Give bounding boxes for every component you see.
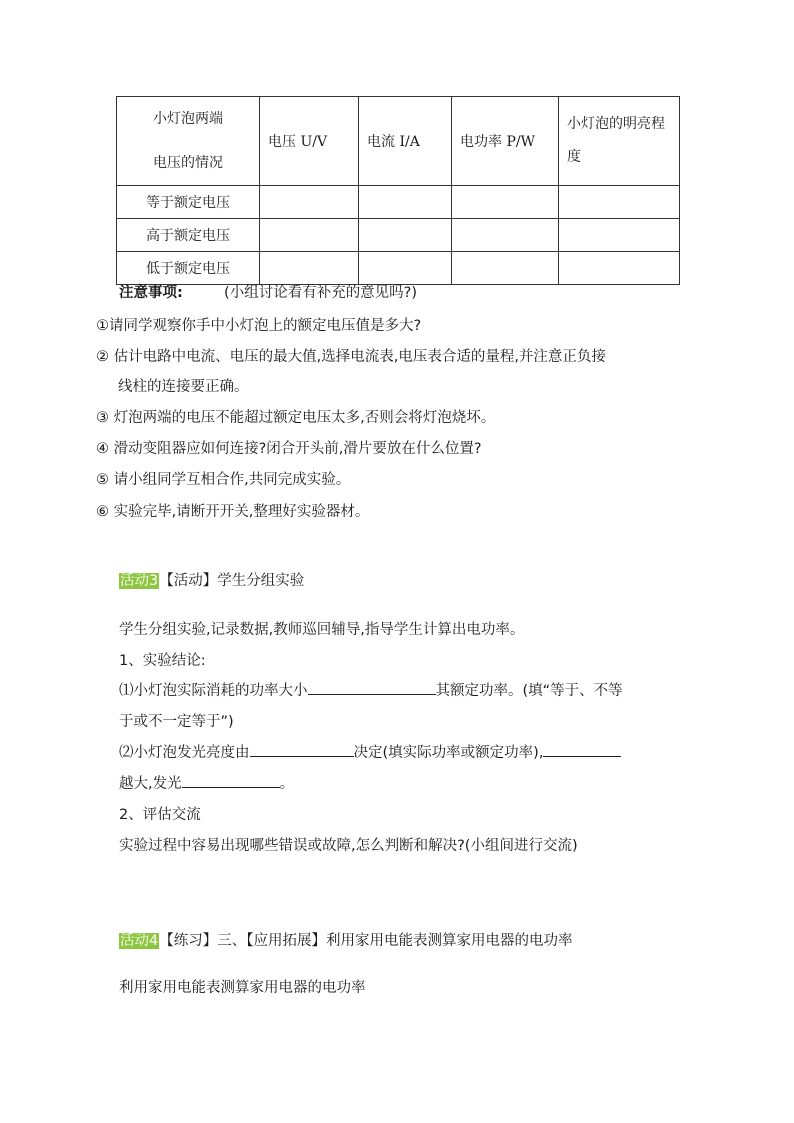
- activity-3-heading: [119, 569, 304, 590]
- table-cell: [260, 186, 359, 219]
- table-cell: [359, 219, 452, 252]
- note-item-1: ①请同学观察你手中小灯泡上的额定电压值是多大?: [96, 318, 422, 334]
- table-row: [117, 219, 680, 252]
- badge-number: 4: [149, 933, 159, 949]
- activity-3-title: 【活动】学生分组实验: [159, 573, 305, 589]
- note-item-3: ③ 灯泡两端的电压不能超过额定电压太多,否则会将灯泡烧坏。: [96, 410, 496, 426]
- table-cell: [452, 252, 559, 285]
- header-line: 电压的情况: [153, 155, 223, 171]
- question-2-cont-suffix: 。: [279, 776, 295, 792]
- row-label: 等于额定电压: [117, 186, 260, 219]
- evaluation-heading: 2、评估交流: [119, 807, 201, 823]
- header-current: 电流 I/A: [359, 97, 452, 186]
- row-label: 高于额定电压: [117, 219, 260, 252]
- header-brightness: 小灯泡的明亮程度: [559, 97, 680, 186]
- table-cell: [359, 252, 452, 285]
- question-2-middle: 决定(填实际功率或额定功率),: [353, 745, 544, 761]
- answer-blank-1[interactable]: [308, 679, 436, 695]
- header-line: 小灯泡两端: [153, 111, 223, 127]
- badge-text: 活动: [120, 933, 149, 949]
- answer-blank-4[interactable]: [182, 772, 280, 788]
- activity-4-text: 利用家用电能表测算家用电器的电功率: [119, 980, 366, 996]
- table-cell: [260, 219, 359, 252]
- question-1-cont: 于或不一定等于”): [119, 714, 234, 730]
- question-1-suffix: 其额定功率。(填“等于、不等: [435, 683, 623, 699]
- question-2-cont-prefix: 越大,发光: [119, 776, 182, 792]
- note-item-2-cont: 线柱的连接要正确。: [118, 379, 249, 395]
- activity-4-title: 【练习】三、【应用拓展】利用家用电能表测算家用电器的电功率: [159, 933, 573, 949]
- answer-blank-3[interactable]: [543, 741, 621, 757]
- question-2-prefix: ⑵小灯泡发光亮度由: [119, 745, 250, 761]
- table-row: [117, 186, 680, 219]
- note-item-2: ② 估计电路中电流、电压的最大值,选择电流表,电压表合适的量程,并注意正负接: [96, 349, 606, 365]
- question-2-cont: [119, 772, 294, 793]
- header-voltage: 电压 U/V: [260, 97, 359, 186]
- notes-title: 注意事项:: [119, 285, 183, 301]
- table-cell: [359, 186, 452, 219]
- answer-blank-2[interactable]: [250, 741, 354, 757]
- table-row: [117, 252, 680, 285]
- row-label: 低于额定电压: [117, 252, 260, 285]
- badge-text: 活动: [120, 573, 149, 589]
- header-power: 电功率 P/W: [452, 97, 559, 186]
- activity-3-intro: 学生分组实验,记录数据,教师巡回辅导,指导学生计算出电功率。: [119, 622, 525, 638]
- measurement-table: [116, 96, 680, 285]
- question-1-prefix: ⑴小灯泡实际消耗的功率大小: [119, 683, 308, 699]
- table-cell: [452, 186, 559, 219]
- table-header-row: [117, 97, 680, 186]
- activity-3-badge: [119, 573, 159, 589]
- table-cell: [559, 219, 680, 252]
- table-cell: [452, 219, 559, 252]
- table-cell: [260, 252, 359, 285]
- note-item-6: ⑥ 实验完毕,请断开开关,整理好实验器材。: [96, 504, 370, 520]
- question-1: [119, 679, 623, 700]
- header-voltage-condition: [117, 97, 260, 186]
- activity-4-badge: [119, 933, 159, 949]
- table-cell: [559, 252, 680, 285]
- evaluation-text: 实验过程中容易出现哪些错误或故障,怎么判断和解决?(小组间进行交流): [119, 838, 578, 854]
- notes-header: [119, 281, 417, 302]
- conclusion-heading: 1、实验结论:: [119, 653, 206, 669]
- question-2: [119, 741, 621, 762]
- activity-4-heading: [119, 929, 572, 950]
- note-item-4: ④ 滑动变阻器应如何连接?闭合开头前,滑片要放在什么位置?: [96, 441, 482, 457]
- table-cell: [559, 186, 680, 219]
- notes-hint: (小组讨论看有补充的意见吗?): [224, 285, 418, 301]
- badge-number: 3: [149, 573, 159, 589]
- note-item-5: ⑤ 请小组同学互相合作,共同完成实验。: [96, 472, 351, 488]
